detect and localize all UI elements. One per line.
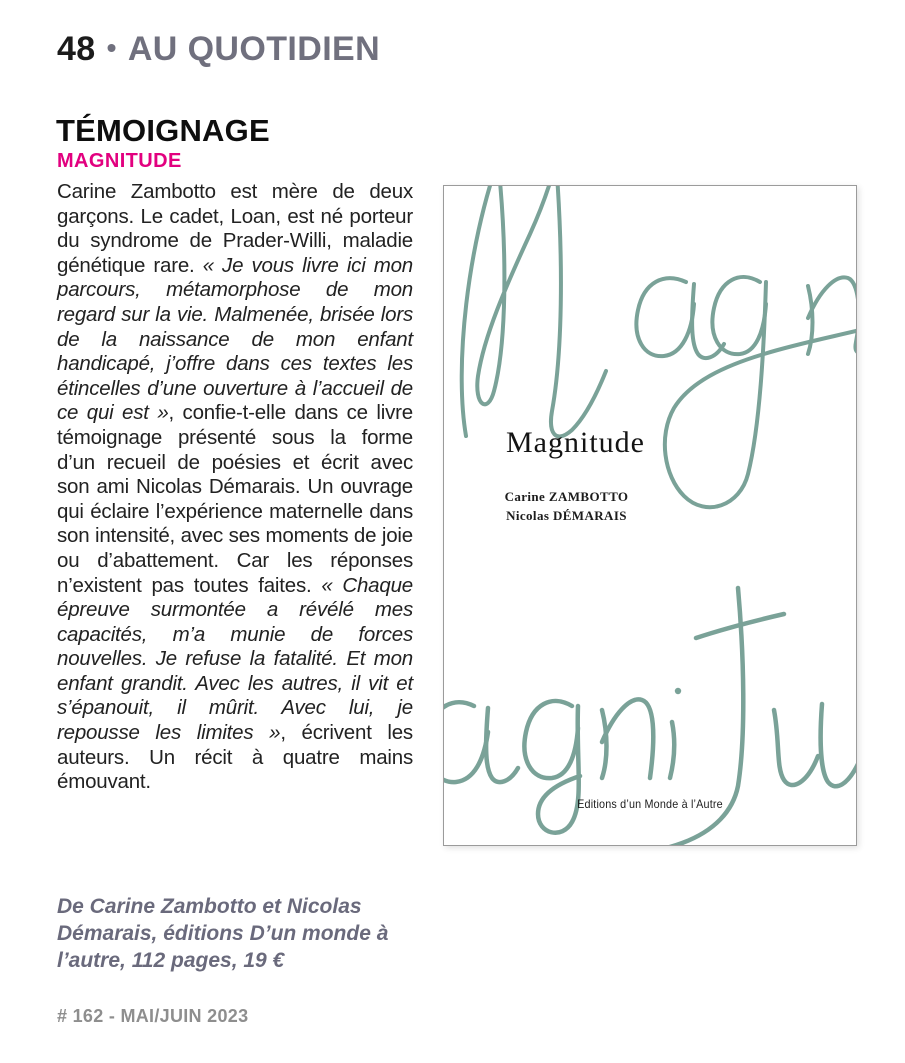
cover-author: Carine ZAMBOTTO [504, 489, 629, 504]
body-segment: , écrivent les auteurs. Un récit à quatre mains émouvant. [57, 721, 413, 794]
book-cover [443, 185, 857, 846]
article-title: MAGNITUDE [57, 150, 182, 172]
cover-publisher: Editions d’un Monde à l’Autre [577, 797, 723, 811]
section-label: AU QUOTIDIEN [127, 30, 381, 68]
body-segment-quote: « Je vous livre ici mon parcours, métamorphose de mon regard sur la vie. Malmenée, brisée lors de la naissance de mon enfant handicapé, j’offre dans ces textes les étincelles d’une ouverture à l’accueil de ce qui est » [57, 253, 413, 425]
bullet-separator-icon: • [106, 32, 117, 63]
i-dot [675, 688, 681, 694]
book-credit: De Carine Zambotto et Nicolas Démarais, éditions D’un monde à l’autre, 112 pages, 19 € [57, 895, 389, 972]
body-segment-quote: « Chaque épreuve surmontée a révélé mes capacités, m’a munie de forces nouvelles. Je refuse la fatalité. Et mon enfant grandit. Avec les autres, il vit et s’épanouit, il mûrit. Avec lui, je repousse les limites » [57, 573, 413, 745]
article-body [57, 180, 413, 795]
page-number: 48 [57, 30, 96, 68]
cover-author: Nicolas DÉMARAIS [506, 508, 627, 523]
body-segment: , confie-t-elle dans ce livre témoignage présenté sous la forme d’un recueil de poésies et écrit avec son ami Nicolas Démarais. Un ouvrage qui éclaire l’expérience maternelle dans son intensité, avec ses moments de joie ou d’abattement. Car les réponses n’existent pas toutes faites. [57, 401, 413, 597]
body-segment: Carine Zambotto est mère de deux garçons. Le cadet, Loan, est né porteur du syndrome de Prader-Willi, maladie génétique rare. [57, 180, 413, 277]
issue-footer: # 162 - MAI/JUIN 2023 [57, 1006, 249, 1026]
cover-authors [459, 487, 674, 525]
kicker [57, 30, 380, 69]
cover-book-title: Magnitude [506, 426, 645, 459]
article-category-heading: TÉMOIGNAGE [56, 113, 270, 148]
